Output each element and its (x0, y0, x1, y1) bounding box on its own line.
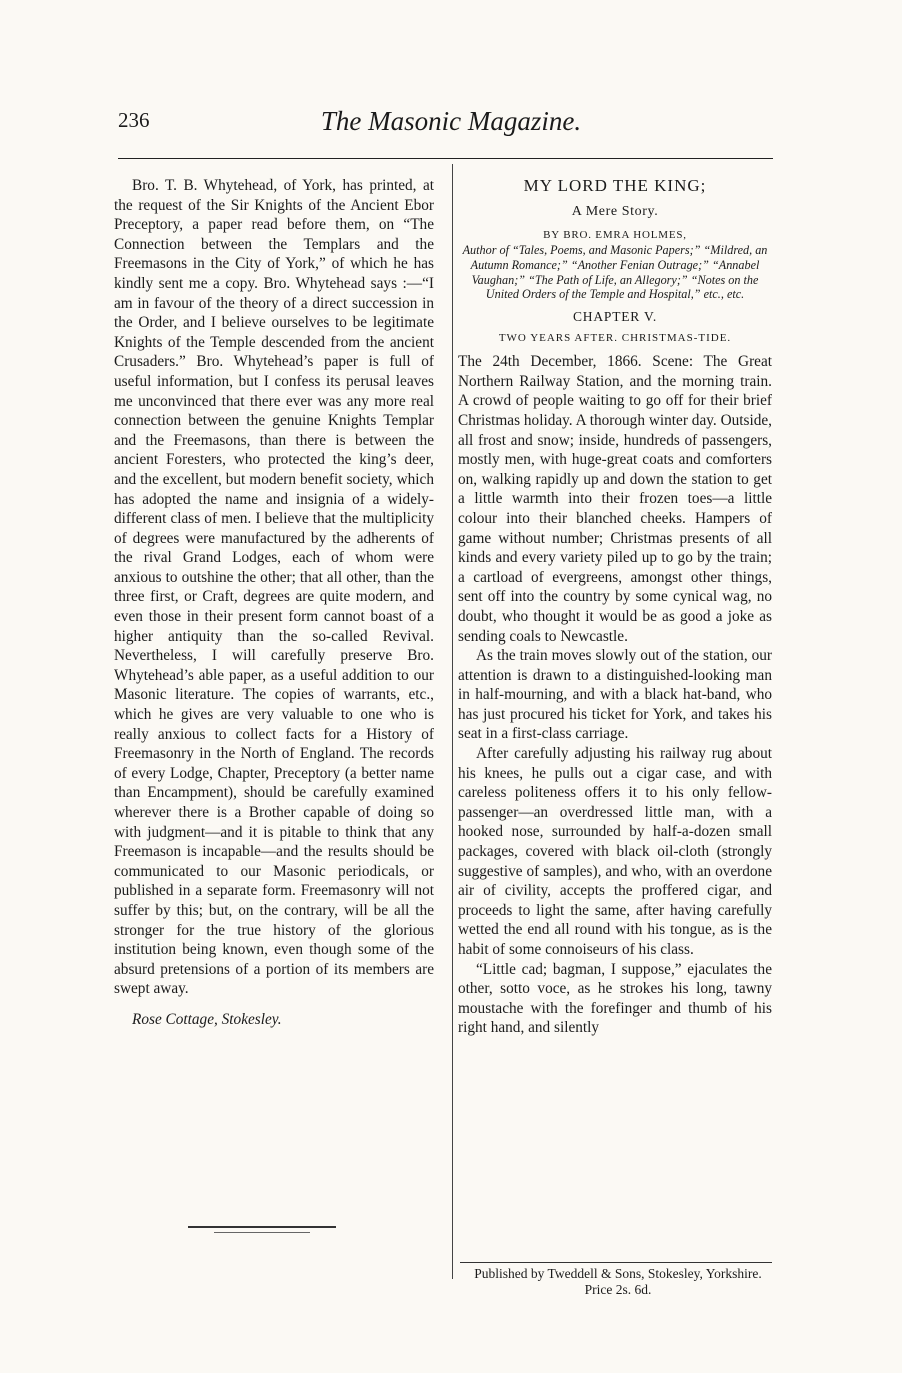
page-header (0, 108, 902, 142)
publisher-rule (460, 1262, 772, 1263)
right-column (458, 174, 772, 1038)
journal-title: The Masonic Magazine. (320, 106, 582, 136)
left-column (114, 176, 434, 1029)
story-paragraph-2: As the train moves slowly out of the station, our attention is drawn to a distinguished-looking man in half-mourning, and with a black hat-band, who has just procured his ticket for York, and takes his seat in a first-class carriage. (458, 647, 772, 743)
editorial-paragraph: Bro. T. B. Whytehead, of York, has printed, at the request of the Sir Knights of the Ancient Ebor Preceptory, a paper read before them, on “The Connection between the Templars and the Freemasons in the City of York,” of which he has kindly sent me a copy. Bro. Whytehead says :—“I am in favour of the theory of a direct succession in the Order, and I believe ourselves to be legitimate Knights of the Temple descended from the ancient Crusaders.” Bro. Whytehead’s paper is full of useful information, but I confess its perusal leaves me unconvinced that there ever was any more real connection between the genuine Knights Templar and the Freemasons, than there is between the ancient Foresters, who protected the king’s deer, and the excellent, but modern benefit society, which has adopted the name and insignia of a widely-different class of men. I believe that the multiplicity of degrees were manufactured by the adherents of the rival Grand Lodges, each of whom were anxious to outshine the other; that all other, than the three first, or Craft, degrees are quite modern, and even those in their present form cannot boast of a higher antiquity than the so-called Revival. Nevertheless, I will carefully preserve Bro. Whytehead’s able paper, as a useful addition to our Masonic literature. The copies of warrants, etc., which he gives are very valuable to one who is really anxious to collect facts for a History of Freemasonry in the North of England. The records of every Lodge, Chapter, Preceptory (a better name than Encampment), should be carefully examined wherever there is a Brother capable of doing so with judgment—and it is pitable to think that any Freemason is incapable—and the results should be communicated to our Masonic periodicals, or published in a separate form. Freemasonry will not suffer by this; but, on the contrary, will be all the stronger for the true history of the glorious institution being known, even though some of the absurd pretensions of a portion of its members are swept away. (114, 177, 434, 998)
story-title: MY LORD THE KING; (523, 176, 707, 195)
sign-off-location: Rose Cottage, Stokesley. (132, 1010, 282, 1028)
story-paragraph-3: After carefully adjusting his railway rug about his knees, he pulls out a cigar case, and with careless politeness offers it to his only fellow-passenger—an overdressed little man, with a hooked nose, surrounded by half-a-dozen small packages, covered with black oil-cloth (strongly suggestive of samples), and who, with an overdone air of civility, accepts the proffered cigar, and proceeds to light the same, after having carefully wetted the end all round with his tongue, as is the habit of some connoiseurs of his class. (458, 745, 772, 958)
chapter-subheading: TWO YEARS AFTER. CHRISTMAS-TIDE. (498, 332, 732, 345)
story-paragraph-4: “Little cad; bagman, I suppose,” ejaculates the other, sotto voce, as he strokes his long, tawny moustache with the forefinger and thumb of his right hand, and silently (458, 960, 772, 1037)
end-of-article-rule (188, 1226, 336, 1228)
author-works: Author of “Tales, Poems, and Masonic Papers;” “Mildred, an Autumn Romance;” “Another Fenian Outrage;” “Annabel Vaughan;” “The Path of Life, an Allegory;” “Notes on the United Orders of the Temple and Hospital,” etc., etc. (462, 243, 768, 302)
page-number: 236 (118, 108, 150, 132)
story-subtitle: A Mere Story. (571, 204, 659, 219)
story-byline: BY BRO. EMRA HOLMES, (543, 229, 687, 241)
chapter-heading: CHAPTER V. (572, 309, 658, 325)
column-divider (452, 164, 453, 1279)
end-of-article-rule-thin (214, 1232, 310, 1233)
story-paragraph-1: The 24th December, 1866. Scene: The Great Northern Railway Station, and the morning train. A crowd of people waiting to go off for their brief Christmas holiday. A thorough winter day. Outside, all frost and snow; inside, hundreds of passengers, mostly men, with huge-great coats and comforters on, walking rapidly up and down the station to get a little warmth into their frozen toes—a little colour into their blanched cheeks. Hampers of game without number; Christmas presents of all kinds and every variety piled up to go by the train; a cartload of evergreens, amongst other things, sent off into the country by some cynical wag, no doubt, who thought it would be as good a joke as sending coals to Newcastle. (458, 353, 772, 645)
publisher-note: Published by Tweddell & Sons, Stokesley, Yorkshire. Price 2s. 6d. (474, 1266, 762, 1297)
header-rule (118, 158, 773, 159)
